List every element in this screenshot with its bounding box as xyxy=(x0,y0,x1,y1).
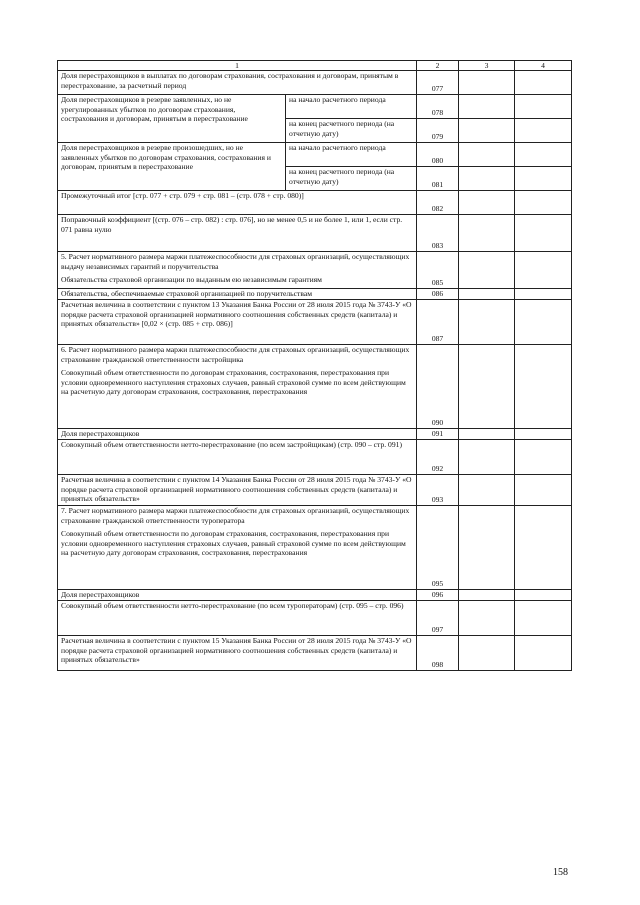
value-cell xyxy=(515,167,572,191)
row-code: 096 xyxy=(417,590,459,601)
value-cell xyxy=(515,215,572,252)
row-code: 091 xyxy=(417,429,459,440)
value-cell xyxy=(459,601,515,636)
section-6-heading: 6. Расчет нормативного размера маржи платежеспособности для страховых организаций, осуществляющих страхование гражданской ответственности застройщика xyxy=(61,345,410,364)
table-row xyxy=(58,71,572,95)
row-code: 092 xyxy=(417,440,459,475)
value-cell xyxy=(459,506,515,590)
row-code: 078 xyxy=(417,95,459,119)
value-cell xyxy=(459,590,515,601)
row-sublabel: на начало расчетного периода xyxy=(286,143,417,167)
value-cell xyxy=(459,167,515,191)
row-label: Совокупный объем ответственности по договорам страхования, сострахования, перестрахования при условии одновременного наступления страховых случаев, равный страховой сумме по всем действующим на расчетную дату договорам страхования, сострахования, перестрахования xyxy=(61,368,406,397)
row-code: 086 xyxy=(417,289,459,300)
table-row xyxy=(58,440,572,475)
value-cell xyxy=(459,475,515,506)
row-code: 097 xyxy=(417,601,459,636)
value-cell xyxy=(459,215,515,252)
row-label: Доля перестраховщиков в резерве заявленных, но не урегулированных убытков по договорам страхования, сострахования и договорам, принятым в перестрахование xyxy=(58,95,286,143)
row-sublabel: на конец расчетного периода (на отчетную дату) xyxy=(286,119,417,143)
value-cell xyxy=(459,289,515,300)
value-cell xyxy=(515,475,572,506)
value-cell xyxy=(515,636,572,671)
table-row xyxy=(58,506,572,590)
value-cell xyxy=(515,300,572,345)
row-label: Доля перестраховщиков xyxy=(58,429,417,440)
value-cell xyxy=(515,440,572,475)
value-cell xyxy=(515,191,572,215)
value-cell xyxy=(515,252,572,289)
row-label: Поправочный коэффициент [(стр. 076 – стр. 082) : стр. 076], но не менее 0,5 и не более 1, или 1, если стр. 071 равна нулю xyxy=(58,215,417,252)
row-sublabel: на конец расчетного периода (на отчетную дату) xyxy=(286,167,417,191)
row-code: 083 xyxy=(417,215,459,252)
table-row xyxy=(58,143,572,167)
row-label: Промежуточный итог [стр. 077 + стр. 079 + стр. 081 – (стр. 078 + стр. 080)] xyxy=(58,191,417,215)
table-row xyxy=(58,252,572,289)
table-row xyxy=(58,289,572,300)
value-cell xyxy=(515,119,572,143)
row-label: Совокупный объем ответственности нетто-перестрахование (по всем застройщикам) (стр. 090 – стр. 091) xyxy=(58,440,417,475)
section-5-heading: 5. Расчет нормативного размера маржи платежеспособности для страховых организаций, осуществляющих выдачу независимых гарантий и поручительства xyxy=(61,252,410,271)
row-label-block xyxy=(58,252,417,289)
value-cell xyxy=(459,143,515,167)
row-label: Обязательства, обеспечиваемые страховой организацией по поручительствам xyxy=(58,289,417,300)
table-row xyxy=(58,429,572,440)
value-cell xyxy=(459,440,515,475)
row-label-block xyxy=(58,506,417,590)
page-number: 158 xyxy=(553,867,568,878)
value-cell xyxy=(515,601,572,636)
row-label: Доля перестраховщиков в выплатах по договорам страхования, сострахования и договорам, принятым в перестрахование, за расчетный период xyxy=(58,71,417,95)
section-7-heading: 7. Расчет нормативного размера маржи платежеспособности для страховых организаций, осуществляющих страхование гражданской ответственности туроператора xyxy=(61,506,410,525)
row-label: Совокупный объем ответственности по договорам страхования, сострахования, перестрахования при условии одновременного наступления страховых случаев, равный страховой сумме по всем действующим на расчетную дату договорам страхования, сострахования, перестрахования xyxy=(61,529,406,558)
value-cell xyxy=(459,95,515,119)
value-cell xyxy=(459,119,515,143)
header-col-2: 2 xyxy=(417,61,459,71)
row-label: Расчетная величина в соответствии с пунктом 15 Указания Банка России от 28 июля 2015 года № 3743-У «О порядке расчета страховой организацией нормативного соотношения собственных средств (капитала) и принятых обязательств» xyxy=(58,636,417,671)
table-row xyxy=(58,601,572,636)
value-cell xyxy=(515,95,572,119)
row-code: 087 xyxy=(417,300,459,345)
table-row xyxy=(58,191,572,215)
value-cell xyxy=(459,300,515,345)
header-col-1: 1 xyxy=(58,61,417,71)
row-label: Расчетная величина в соответствии с пунктом 13 Указания Банка России от 28 июля 2015 года № 3743-У «О порядке расчета страховой организацией нормативного соотношения собственных средств (капитала) и принятых обязательств» [0,02 × (стр. 085 + стр. 086)] xyxy=(58,300,417,345)
value-cell xyxy=(459,636,515,671)
header-col-3: 3 xyxy=(459,61,515,71)
row-code: 077 xyxy=(417,71,459,95)
value-cell xyxy=(515,345,572,429)
table-row xyxy=(58,590,572,601)
value-cell xyxy=(459,252,515,289)
row-code: 090 xyxy=(417,345,459,429)
row-code: 081 xyxy=(417,167,459,191)
row-code: 093 xyxy=(417,475,459,506)
row-code: 082 xyxy=(417,191,459,215)
table-row xyxy=(58,636,572,671)
row-label: Обязательства страховой организации по выданным ею независимым гарантиям xyxy=(61,275,322,285)
row-label: Расчетная величина в соответствии с пунктом 14 Указания Банка России от 28 июля 2015 года № 3743-У «О порядке расчета страховой организацией нормативного соотношения собственных средств (капитала) и принятых обязательств» xyxy=(58,475,417,506)
row-code: 085 xyxy=(417,252,459,289)
row-label: Доля перестраховщиков в резерве произошедших, но не заявленных убытков по договорам страхования, сострахования и договорам, принятым в перестрахование xyxy=(58,143,286,191)
table-row xyxy=(58,345,572,429)
value-cell xyxy=(515,289,572,300)
header-col-4: 4 xyxy=(515,61,572,71)
value-cell xyxy=(459,345,515,429)
solvency-margin-table xyxy=(57,60,572,671)
row-code: 095 xyxy=(417,506,459,590)
row-code: 080 xyxy=(417,143,459,167)
value-cell xyxy=(515,71,572,95)
value-cell xyxy=(515,590,572,601)
table-row xyxy=(58,215,572,252)
row-sublabel: на начало расчетного периода xyxy=(286,95,417,119)
row-label: Совокупный объем ответственности нетто-перестрахование (по всем туроператорам) (стр. 095 – стр. 096) xyxy=(58,601,417,636)
value-cell xyxy=(459,71,515,95)
row-code: 098 xyxy=(417,636,459,671)
row-label: Доля перестраховщиков xyxy=(58,590,417,601)
value-cell xyxy=(515,429,572,440)
row-label-block xyxy=(58,345,417,429)
header-row xyxy=(58,61,572,71)
value-cell xyxy=(459,429,515,440)
value-cell xyxy=(459,191,515,215)
table-row xyxy=(58,300,572,345)
row-code: 079 xyxy=(417,119,459,143)
table-row xyxy=(58,475,572,506)
value-cell xyxy=(515,143,572,167)
table-row xyxy=(58,95,572,119)
value-cell xyxy=(515,506,572,590)
